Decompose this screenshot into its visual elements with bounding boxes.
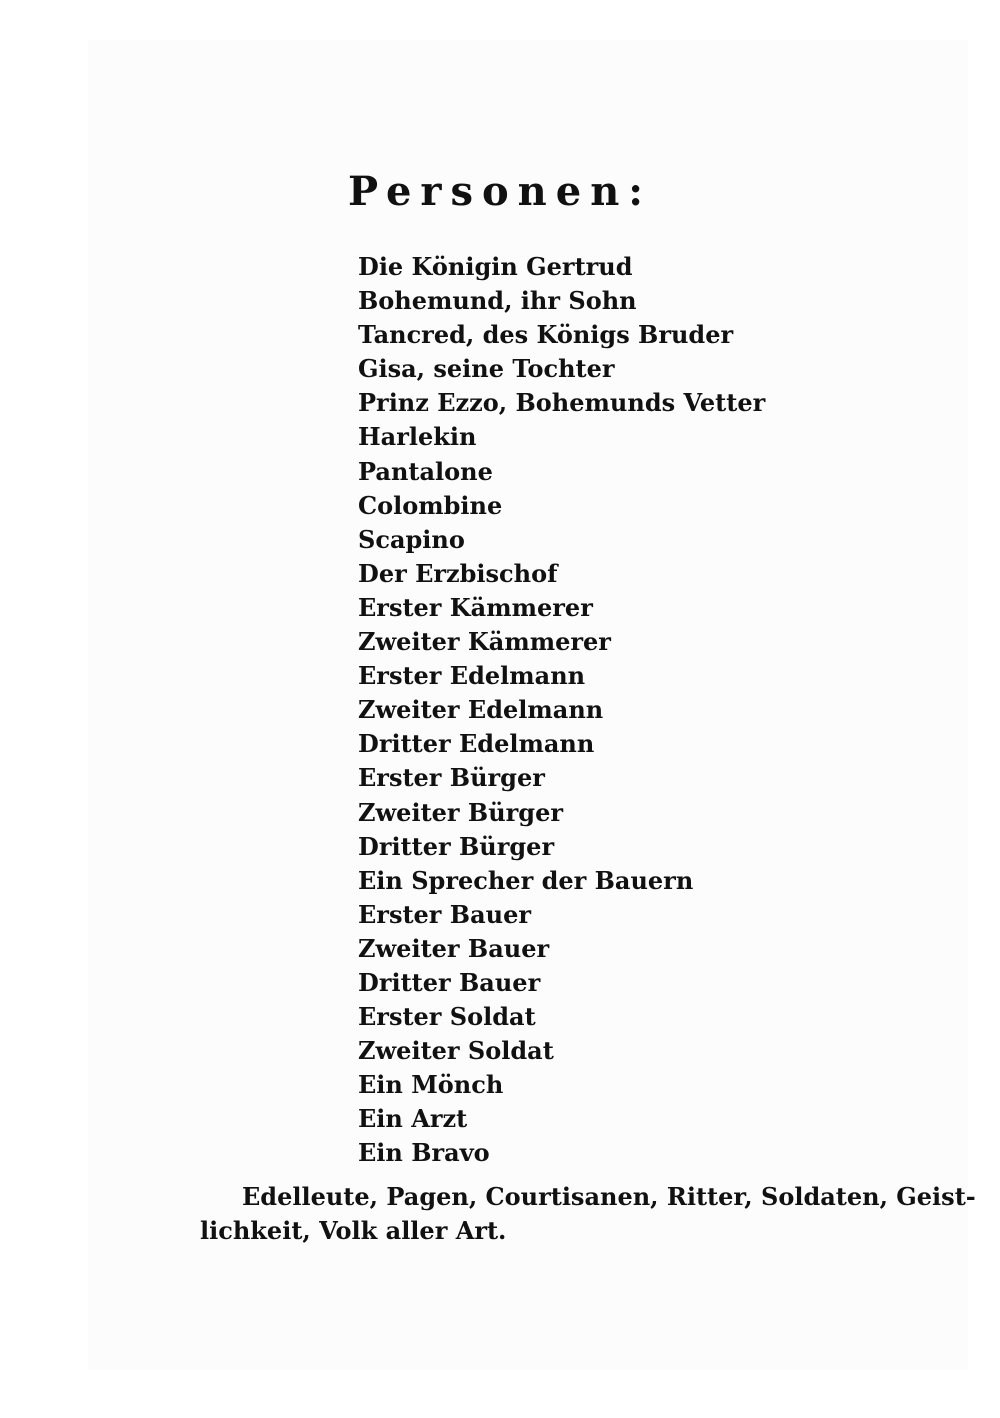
- cast-item: Zweiter Kämmerer: [358, 627, 611, 657]
- cast-item: Bohemund, ihr Sohn: [358, 286, 637, 316]
- extras-line: Edelleute, Pagen, Courtisanen, Ritter, Soldaten, Geist-: [242, 1182, 976, 1211]
- cast-item: Scapino: [358, 524, 465, 554]
- cast-item: Dritter Edelmann: [358, 729, 595, 759]
- cast-item: Der Erzbischof: [358, 558, 558, 588]
- cast-item: Tancred, des Königs Bruder: [358, 320, 734, 350]
- cast-item: Gisa, seine Tochter: [358, 354, 615, 384]
- extras-paragraph: [200, 1180, 976, 1248]
- cast-item: Erster Soldat: [358, 1002, 536, 1032]
- cast-item: Erster Edelmann: [358, 661, 586, 691]
- cast-item: Zweiter Bürger: [358, 797, 563, 827]
- cast-item: Dritter Bauer: [358, 967, 541, 997]
- cast-item: Ein Sprecher der Bauern: [358, 865, 694, 895]
- cast-item: Harlekin: [358, 422, 477, 452]
- cast-item: Ein Mönch: [358, 1070, 504, 1100]
- cast-item: Zweiter Edelmann: [358, 695, 604, 725]
- cast-item: Pantalone: [358, 456, 493, 486]
- extras-line: lichkeit, Volk aller Art.: [200, 1216, 507, 1245]
- cast-item: Erster Bürger: [358, 763, 545, 793]
- cast-item: Ein Arzt: [358, 1104, 468, 1134]
- cast-item: Die Königin Gertrud: [358, 252, 633, 281]
- cast-item: Zweiter Soldat: [358, 1036, 554, 1066]
- cast-list: [358, 250, 765, 1171]
- cast-item: Dritter Bürger: [358, 831, 555, 861]
- cast-item: Colombine: [358, 490, 503, 520]
- cast-item: Zweiter Bauer: [358, 933, 550, 963]
- cast-item: Erster Bauer: [358, 899, 532, 929]
- cast-item: Ein Bravo: [358, 1138, 490, 1168]
- cast-item: Erster Kämmerer: [358, 592, 593, 622]
- cast-item: Prinz Ezzo, Bohemunds Vetter: [358, 388, 766, 418]
- page-title: Personen:: [347, 168, 653, 215]
